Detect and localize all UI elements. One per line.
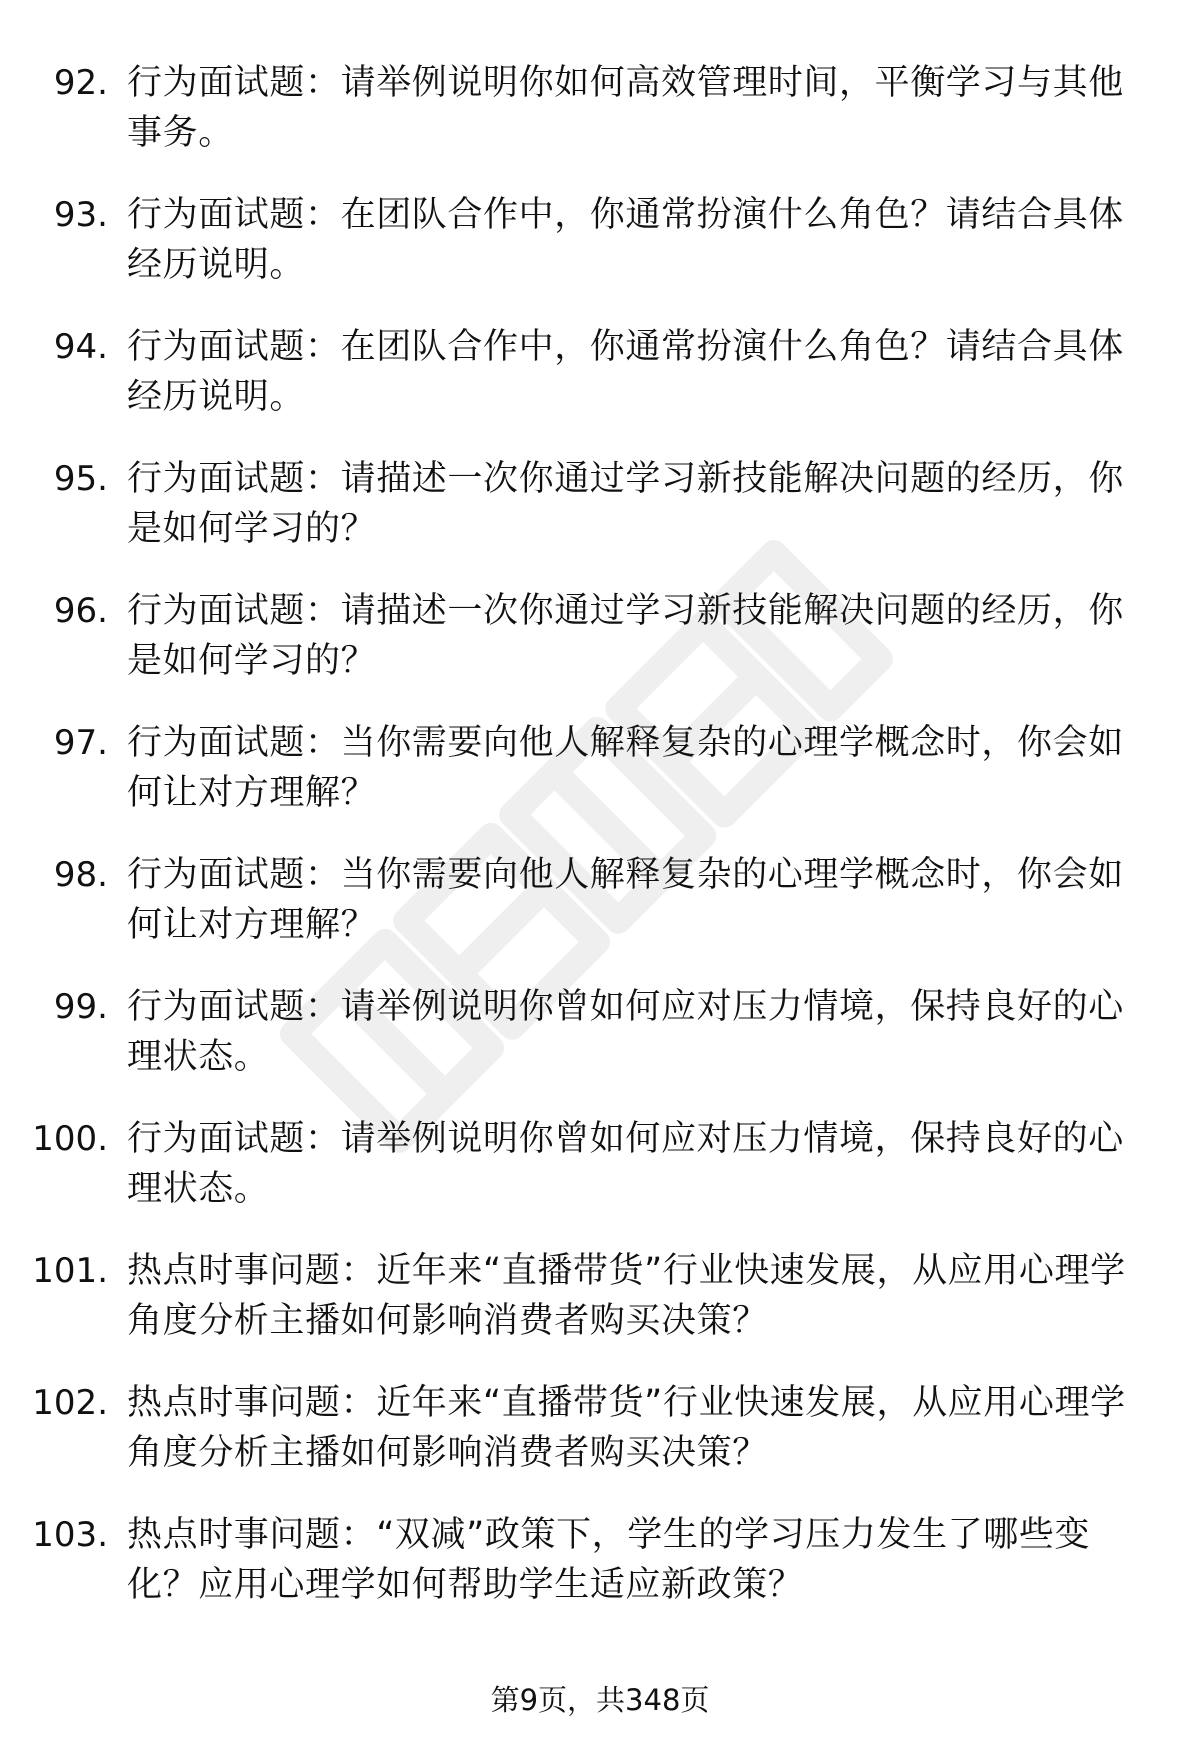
question-text: 行为面试题：请举例说明你曾如何应对压力情境，保持良好的心理状态。 [127,1119,1124,1209]
question-text: 行为面试题：请描述一次你通过学习新技能解决问题的经历，你是如何学习的？ [127,459,1124,549]
question-number: 99. [53,987,108,1027]
question-item [0,454,1200,586]
question-number: 94. [53,327,108,367]
question-list [0,58,1200,1642]
question-text: 热点时事问题：近年来“直播带货”行业快速发展，从应用心理学角度分析主播如何影响消费者购买决策？ [127,1383,1126,1473]
question-item [0,1378,1200,1510]
question-item [0,718,1200,850]
question-text: 行为面试题：请描述一次你通过学习新技能解决问题的经历，你是如何学习的？ [127,591,1124,681]
question-text: 热点时事问题：“双减”政策下，学生的学习压力发生了哪些变化？应用心理学如何帮助学生适应新政策？ [127,1515,1091,1605]
question-number: 97. [53,723,108,763]
question-text: 行为面试题：当你需要向他人解释复杂的心理学概念时，你会如何让对方理解？ [127,723,1124,813]
page-number-label: 第9页，共348页 [490,1683,710,1717]
question-item [0,850,1200,982]
question-item [0,1114,1200,1246]
question-text: 行为面试题：当你需要向他人解释复杂的心理学概念时，你会如何让对方理解？ [127,855,1124,945]
question-text: 行为面试题：请举例说明你曾如何应对压力情境，保持良好的心理状态。 [127,987,1124,1077]
question-number: 100. [32,1119,108,1159]
question-number: 98. [53,855,108,895]
question-item [0,586,1200,718]
question-number: 92. [53,63,108,103]
page-footer [0,1680,1200,1720]
question-item [0,982,1200,1114]
question-item [0,190,1200,322]
question-item [0,322,1200,454]
question-number: 101. [32,1251,108,1291]
question-item [0,1510,1200,1642]
question-number: 95. [53,459,108,499]
question-text: 行为面试题：在团队合作中，你通常扮演什么角色？请结合具体经历说明。 [127,327,1124,417]
question-item [0,58,1200,190]
question-item [0,1246,1200,1378]
question-number: 93. [53,195,108,235]
question-number: 96. [53,591,108,631]
question-number: 103. [32,1515,108,1555]
question-text: 行为面试题：在团队合作中，你通常扮演什么角色？请结合具体经历说明。 [127,195,1124,285]
question-text: 热点时事问题：近年来“直播带货”行业快速发展，从应用心理学角度分析主播如何影响消费者购买决策？ [127,1251,1126,1341]
question-text: 行为面试题：请举例说明你如何高效管理时间，平衡学习与其他事务。 [127,63,1124,153]
question-number: 102. [32,1383,108,1423]
